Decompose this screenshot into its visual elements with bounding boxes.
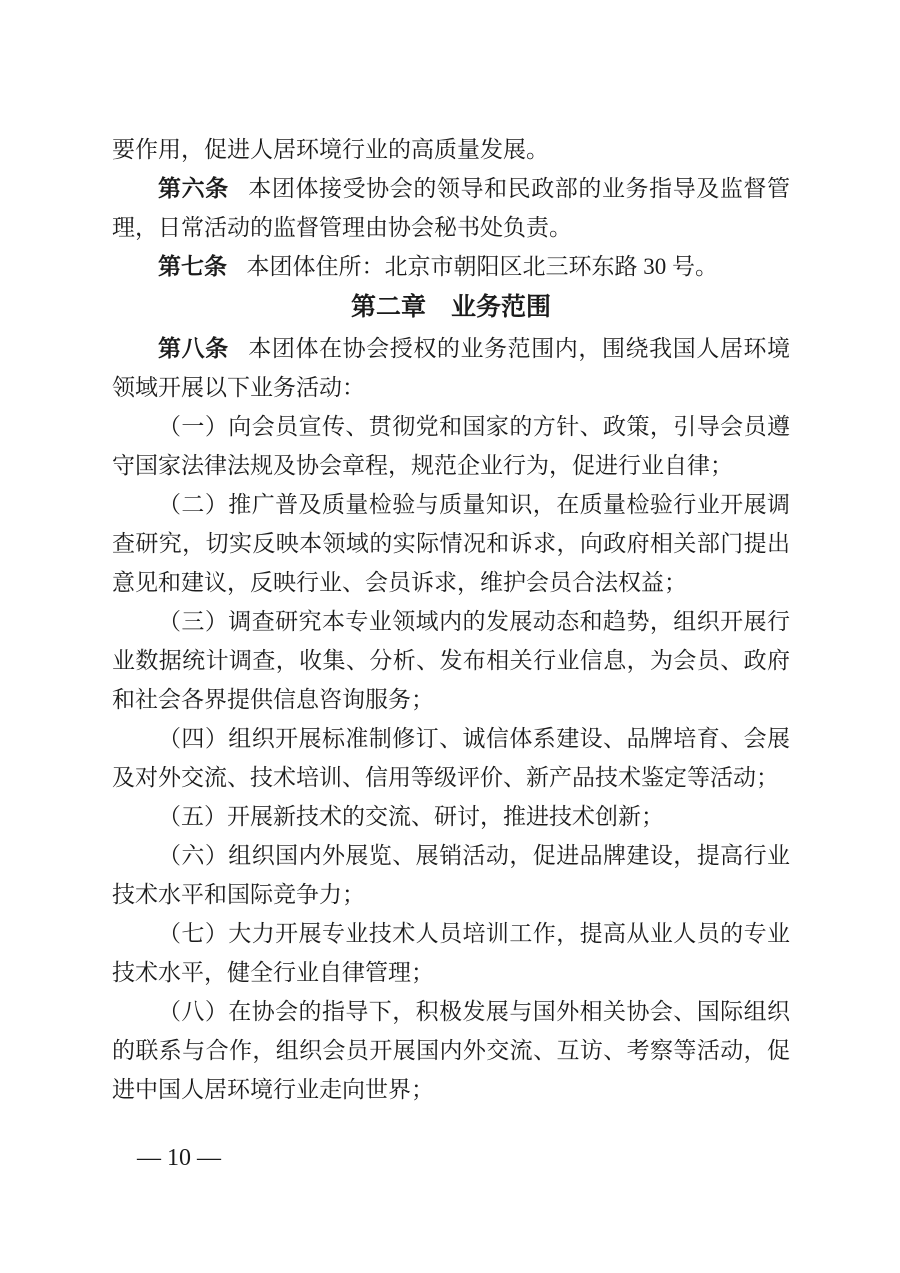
article-text: 本团体接受协会的领导和民政部的业务指导及监督管理，日常活动的监督管理由协会秘书处负责。: [112, 176, 790, 240]
body-paragraph: （三）调查研究本专业领域内的发展动态和趋势，组织开展行业数据统计调查，收集、分析、发布相关行业信息，为会员、政府和社会各界提供信息咨询服务；: [112, 609, 790, 712]
body-paragraph: 要作用，促进人居环境行业的高质量发展。: [112, 137, 549, 162]
page-number: — 10 —: [137, 1145, 221, 1171]
chapter-heading: 第二章 业务范围: [350, 293, 551, 321]
body-paragraph: （四）组织开展标准制修订、诚信体系建设、品牌培育、会展及对外交流、技术培训、信用等级评价、新产品技术鉴定等活动；: [112, 726, 790, 790]
article-text: 本团体住所：北京市朝阳区北三环东路 30 号。: [246, 254, 719, 279]
article-paragraph: [112, 329, 790, 407]
article-number-label: 第七条: [158, 254, 227, 279]
body-paragraph: （五）开展新技术的交流、研讨，推进技术创新；: [158, 804, 664, 829]
article-paragraph: [112, 247, 790, 286]
body-paragraph: （七）大力开展专业技术人员培训工作，提高从业人员的专业技术水平，健全行业自律管理；: [112, 921, 790, 985]
body-paragraph: （六）组织国内外展览、展销活动，促进品牌建设，提高行业技术水平和国际竞争力；: [112, 843, 790, 907]
body-paragraph: （一）向会员宣传、贯彻党和国家的方针、政策，引导会员遵守国家法律法规及协会章程，规范企业行为，促进行业自律；: [112, 414, 790, 478]
body-paragraph: （八）在协会的指导下，积极发展与国外相关协会、国际组织的联系与合作，组织会员开展国内外交流、互访、考察等活动，促进中国人居环境行业走向世界；: [112, 999, 790, 1102]
article-number-label: 第六条: [158, 176, 229, 201]
document-content: [112, 130, 790, 1109]
article-paragraph: [112, 169, 790, 247]
article-text: 本团体在协会授权的业务范围内，围绕我国人居环境领域开展以下业务活动：: [112, 336, 790, 400]
body-paragraph: （二）推广普及质量检验与质量知识，在质量检验行业开展调查研究，切实反映本领域的实际情况和诉求，向政府相关部门提出意见和建议，反映行业、会员诉求，维护会员合法权益；: [112, 492, 790, 595]
article-number-label: 第八条: [158, 336, 229, 361]
